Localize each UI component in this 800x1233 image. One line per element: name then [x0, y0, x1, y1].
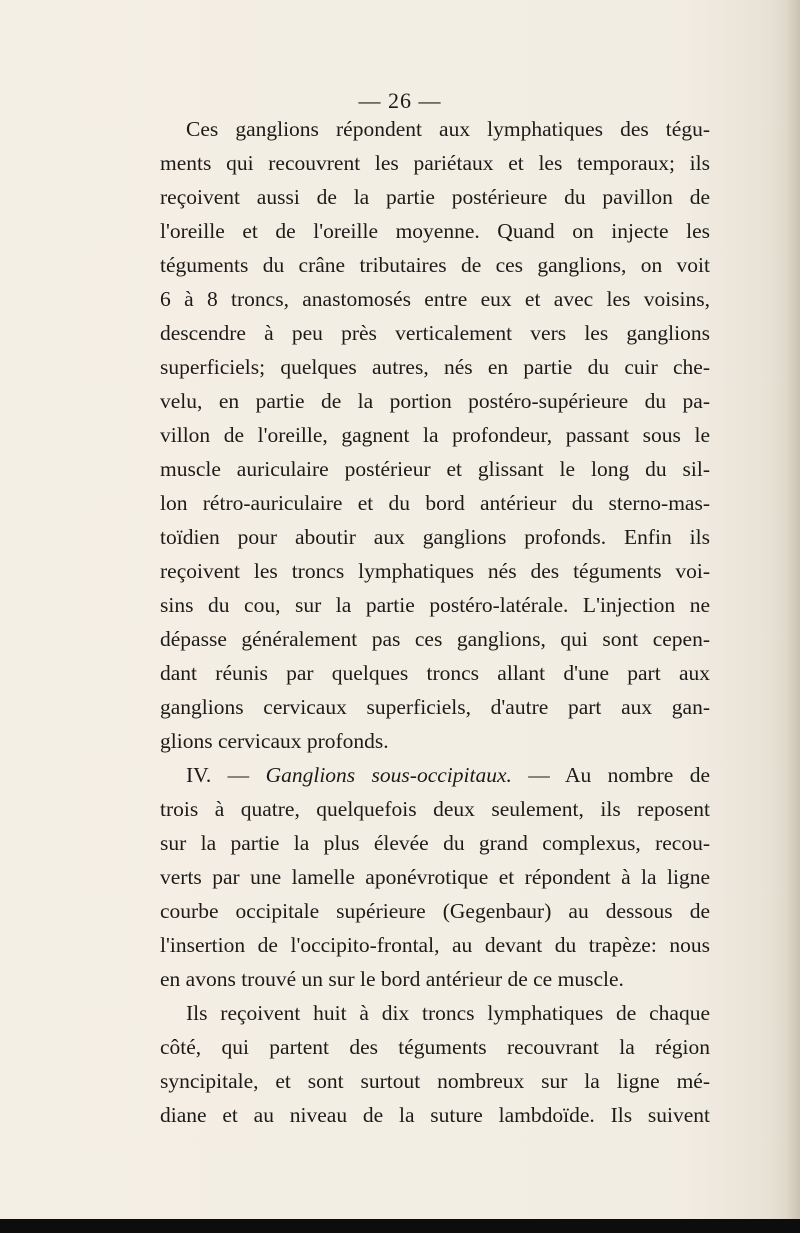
text-line: ments qui recouvrent les pariétaux et les temporaux; ils: [160, 151, 710, 175]
text-line: glions cervicaux profonds.: [160, 729, 389, 753]
text-line: Ces ganglions répondent aux lymphatiques des tégu-: [186, 117, 710, 141]
text-line: l'oreille et de l'oreille moyenne. Quand on injecte les: [160, 219, 710, 243]
text-line: côté, qui partent des téguments recouvrant la région: [160, 1035, 710, 1059]
text-line: 6 à 8 troncs, anastomosés entre eux et avec les voisins,: [160, 287, 710, 311]
text-line: sur la partie la plus élevée du grand complexus, recou-: [160, 831, 710, 855]
section-heading: Ganglions sous-occipitaux.: [265, 763, 512, 787]
paragraph-2: [160, 758, 710, 996]
text-line: trois à quatre, quelquefois deux seulement, ils reposent: [160, 797, 710, 821]
text-line: dépasse généralement pas ces ganglions, qui sont cepen-: [160, 627, 710, 651]
text-line: velu, en partie de la portion postéro-supérieure du pa-: [160, 389, 710, 413]
text-line: téguments du crâne tributaires de ces ganglions, on voit: [160, 253, 710, 277]
paragraph-1: [160, 112, 710, 758]
text-line: superficiels; quelques autres, nés en partie du cuir che-: [160, 355, 710, 379]
text-line: verts par une lamelle aponévrotique et répondent à la ligne: [160, 865, 710, 889]
text-line: muscle auriculaire postérieur et glissant le long du sil-: [160, 457, 710, 481]
text-line: reçoivent les troncs lymphatiques nés des téguments voi-: [160, 559, 710, 583]
text-line: descendre à peu près verticalement vers les ganglions: [160, 321, 710, 345]
text-line: en avons trouvé un sur le bord antérieur de ce muscle.: [160, 967, 624, 991]
text-line: reçoivent aussi de la partie postérieure du pavillon de: [160, 185, 710, 209]
text-line: villon de l'oreille, gagnent la profondeur, passant sous le: [160, 423, 710, 447]
body-text: [160, 112, 710, 1132]
page-number: — 26 —: [358, 88, 442, 113]
page-edge-shadow: [786, 0, 800, 1233]
heading-continuation: — Au nombre de: [511, 763, 710, 787]
text-line: syncipitale, et sont surtout nombreux sur la ligne mé-: [160, 1069, 710, 1093]
paragraph-3: [160, 996, 710, 1132]
section-number: IV. —: [186, 763, 266, 787]
text-line: courbe occipitale supérieure (Gegenbaur) au dessous de: [160, 899, 710, 923]
text-line: Ils reçoivent huit à dix troncs lymphatiques de chaque: [186, 1001, 710, 1025]
text-line: sins du cou, sur la partie postéro-latérale. L'injection ne: [160, 593, 710, 617]
section-heading-line: [160, 758, 710, 792]
text-line: dant réunis par quelques troncs allant d'une part aux: [160, 661, 710, 685]
text-line: lon rétro-auriculaire et du bord antérieur du sterno-mas-: [160, 491, 710, 515]
text-line: ganglions cervicaux superficiels, d'autre part aux gan-: [160, 695, 710, 719]
text-line: diane et au niveau de la suture lambdoïde. Ils suivent: [160, 1103, 710, 1127]
page-bottom-border: [0, 1219, 800, 1233]
text-line: l'insertion de l'occipito-frontal, au devant du trapèze: nous: [160, 933, 710, 957]
text-line: toïdien pour aboutir aux ganglions profonds. Enfin ils: [160, 525, 710, 549]
